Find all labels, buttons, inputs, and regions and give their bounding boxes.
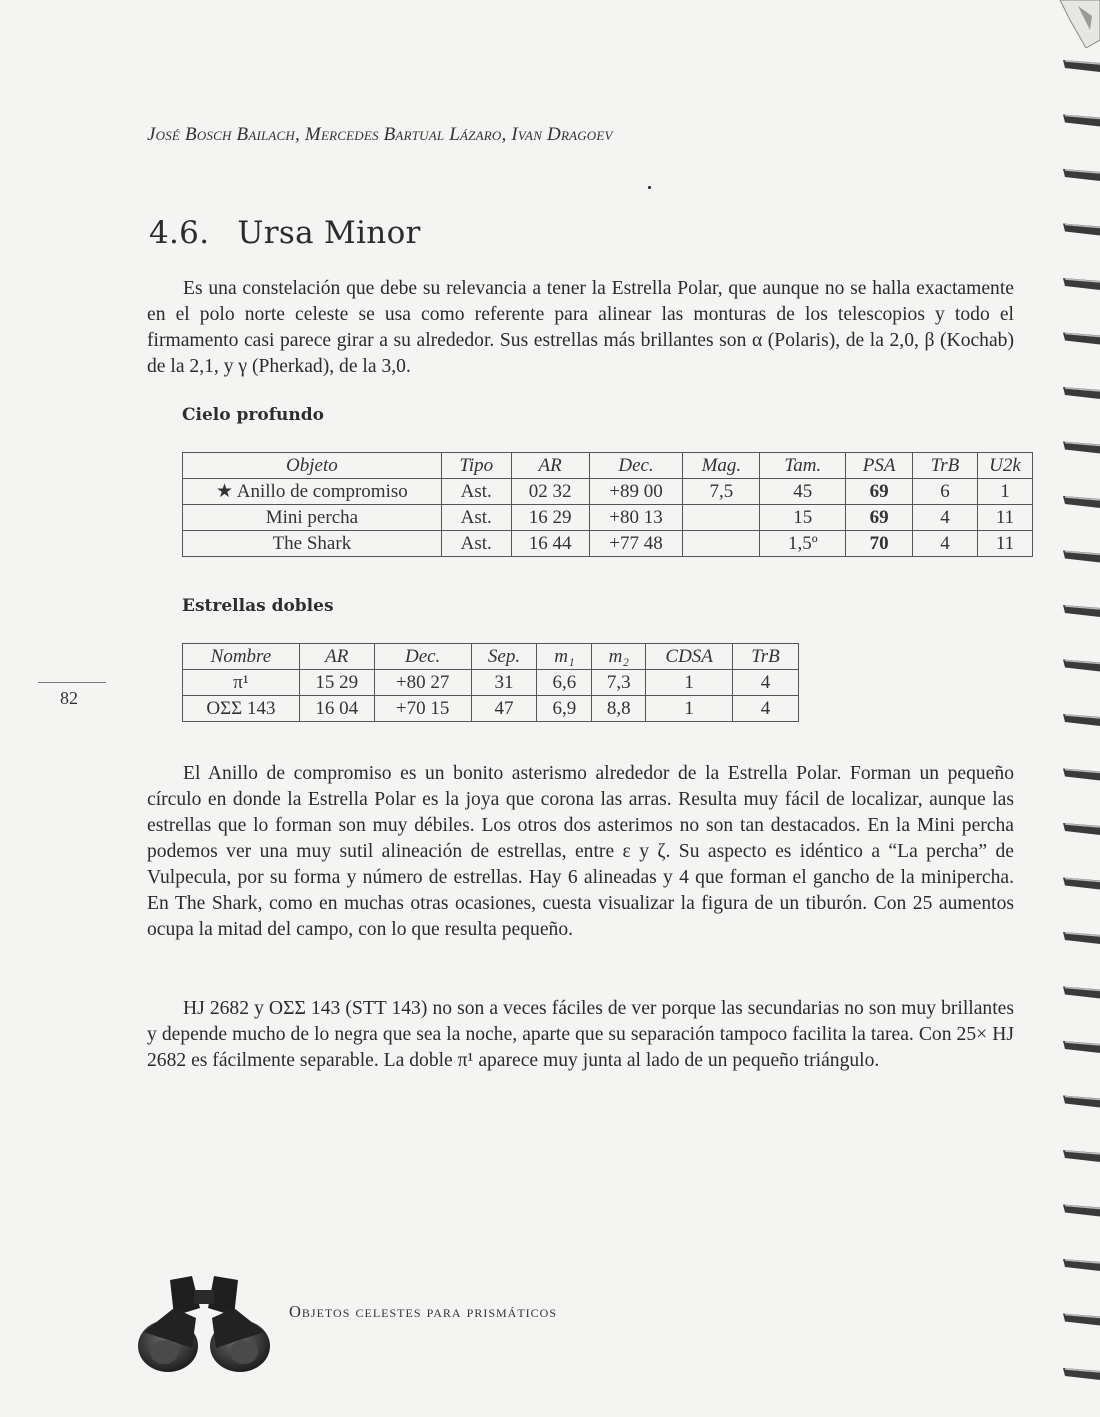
- table-row: [183, 696, 799, 722]
- spiral-loop: [1063, 932, 1100, 944]
- col-u2k: U2k: [977, 453, 1032, 479]
- intro-paragraph: [147, 276, 1014, 380]
- cell: [683, 531, 760, 557]
- deep-sky-table: [182, 452, 1033, 557]
- spiral-binding: [1055, 0, 1100, 1417]
- cell: 70: [846, 531, 913, 557]
- spiral-loop: [1063, 1205, 1100, 1217]
- cell: 6,9: [537, 696, 592, 722]
- cell: 4: [913, 531, 978, 557]
- section-title: [149, 215, 421, 251]
- spiral-loop: [1063, 1150, 1100, 1162]
- cell: 11: [977, 505, 1032, 531]
- spiral-loop: [1063, 496, 1100, 508]
- col-ar: AR: [299, 644, 374, 670]
- spiral-loop: [1063, 1259, 1100, 1271]
- cell: 1,5º: [760, 531, 846, 557]
- col-tipo: Tipo: [441, 453, 511, 479]
- spiral-loop: [1063, 60, 1100, 72]
- cell: 1: [646, 696, 733, 722]
- cell: Ast.: [441, 479, 511, 505]
- spiral-loop: [1063, 224, 1100, 236]
- cell: 1: [646, 670, 733, 696]
- cell: +70 15: [374, 696, 471, 722]
- cell: 11: [977, 531, 1032, 557]
- col-nombre: Nombre: [183, 644, 300, 670]
- section-name: Ursa Minor: [237, 215, 421, 251]
- spiral-loop: [1063, 115, 1100, 127]
- paragraph-3-text: HJ 2682 y ΟΣΣ 143 (STT 143) no son a veces fáciles de ver porque las secundarias no son muy brillantes y depende mucho de lo negra que sea la noche, aparte que su separación tampoco facilita la tarea. Con 25× HJ 2682 es fácilmente separable. La doble π¹ aparece muy junta al lado de un pequeño triángulo.: [147, 998, 1014, 1071]
- col-trb: TrB: [913, 453, 978, 479]
- spiral-loop: [1063, 278, 1100, 290]
- spiral-loop: [1063, 1368, 1100, 1380]
- col-psa: PSA: [846, 453, 913, 479]
- spiral-loop: [1063, 605, 1100, 617]
- body-paragraph-2: [147, 761, 1014, 943]
- cell: 47: [471, 696, 537, 722]
- cell: ΟΣΣ 143: [183, 696, 300, 722]
- cell: 45: [760, 479, 846, 505]
- page-number-rule: [38, 682, 106, 683]
- col-trb: TrB: [733, 644, 799, 670]
- spiral-loop: [1063, 1041, 1100, 1053]
- binoculars-icon: [130, 1268, 280, 1378]
- cell: 4: [913, 505, 978, 531]
- cell: Ast.: [441, 531, 511, 557]
- cell: +77 48: [589, 531, 683, 557]
- cell: 1: [977, 479, 1032, 505]
- page-number: 82: [60, 688, 78, 708]
- cell: 7,5: [683, 479, 760, 505]
- spiral-loop: [1063, 442, 1100, 454]
- body-paragraph-3: [147, 996, 1014, 1074]
- cell: 7,3: [592, 670, 646, 696]
- section-number: 4.6.: [149, 215, 210, 251]
- cell: 16 04: [299, 696, 374, 722]
- doubles-table: [182, 643, 799, 722]
- cell: ★ Anillo de compromiso: [183, 479, 442, 505]
- cell: Mini percha: [183, 505, 442, 531]
- cell: +80 13: [589, 505, 683, 531]
- cell: 4: [733, 696, 799, 722]
- col-objeto: Objeto: [183, 453, 442, 479]
- col-ar: AR: [511, 453, 589, 479]
- deep-sky-heading: Cielo profundo: [182, 405, 324, 425]
- spiral-loop: [1063, 387, 1100, 399]
- intro-text: Es una constelación que debe su relevancia a tener la Estrella Polar, que aunque no se halla exactamente en el polo norte celeste se usa como referente para alinear las monturas de los telescopios y todo el firmamento casi parece girar a su alrededor. Sus estrellas más brillantes son α (Polaris), de la 2,0, β (Kochab) de la 2,1, y γ (Pherkad), de la 3,0.: [147, 278, 1014, 377]
- paragraph-2-text: El Anillo de compromiso es un bonito asterismo alrededor de la Estrella Polar. Forman un pequeño círculo en donde la Estrella Polar es la joya que corona las arras. Resulta muy fácil de localizar, aunque las estrellas que lo forman son muy débiles. Los otros dos asterimos no son tan destacados. En la Mini percha podemos ver una muy sutil alineación de estrellas, entre ε y ζ. Su aspecto es idéntico a “La percha” de Vulpecula, por su forma y número de estrellas. Hay 6 alineadas y 4 que forman el gancho de la minipercha. En The Shark, como en muchas otras ocasiones, cuesta visualizar la figura de un tiburón. Con 25 aumentos ocupa la mitad del campo, con lo que resulta pequeño.: [147, 763, 1014, 940]
- cell: 02 32: [511, 479, 589, 505]
- spiral-loop: [1063, 769, 1100, 781]
- cell: 8,8: [592, 696, 646, 722]
- cell: 31: [471, 670, 537, 696]
- deep-sky-header-row: [183, 453, 1033, 479]
- table-row: [183, 479, 1033, 505]
- cell: 16 29: [511, 505, 589, 531]
- cell: 6: [913, 479, 978, 505]
- book-title-footer: Objetos celestes para prismáticos: [289, 1302, 558, 1321]
- cell: [683, 505, 760, 531]
- col-m2: m₂: [592, 644, 646, 670]
- cell: +80 27: [374, 670, 471, 696]
- spiral-loop: [1063, 987, 1100, 999]
- cell: +89 00: [589, 479, 683, 505]
- spiral-loop: [1063, 1096, 1100, 1108]
- col-dec: Dec.: [589, 453, 683, 479]
- spiral-loop: [1063, 551, 1100, 563]
- spiral-loop: [1063, 1314, 1100, 1326]
- spiral-loop: [1063, 823, 1100, 835]
- col-mag: Mag.: [683, 453, 760, 479]
- spiral-loop: [1063, 660, 1100, 672]
- doubles-heading: Estrellas dobles: [182, 596, 334, 616]
- table-row: [183, 531, 1033, 557]
- table-row: [183, 670, 799, 696]
- cell: 6,6: [537, 670, 592, 696]
- col-cdsa: CDSA: [646, 644, 733, 670]
- cell: Ast.: [441, 505, 511, 531]
- cell: 69: [846, 505, 913, 531]
- col-m1: m₁: [537, 644, 592, 670]
- spiral-loop: [1063, 878, 1100, 890]
- spiral-loop: [1063, 714, 1100, 726]
- col-sep: Sep.: [471, 644, 537, 670]
- cell: The Shark: [183, 531, 442, 557]
- cell: 15: [760, 505, 846, 531]
- table-row: [183, 505, 1033, 531]
- cell: 69: [846, 479, 913, 505]
- doubles-header-row: [183, 644, 799, 670]
- speck-dot: [648, 186, 651, 189]
- col-dec: Dec.: [374, 644, 471, 670]
- running-header: José Bosch Bailach, Mercedes Bartual Lázaro, Ivan Dragoev: [147, 124, 613, 145]
- cell: π¹: [183, 670, 300, 696]
- spiral-loop: [1063, 169, 1100, 181]
- cell: 15 29: [299, 670, 374, 696]
- col-tam: Tam.: [760, 453, 846, 479]
- cell: 16 44: [511, 531, 589, 557]
- spiral-loop: [1063, 333, 1100, 345]
- cell: 4: [733, 670, 799, 696]
